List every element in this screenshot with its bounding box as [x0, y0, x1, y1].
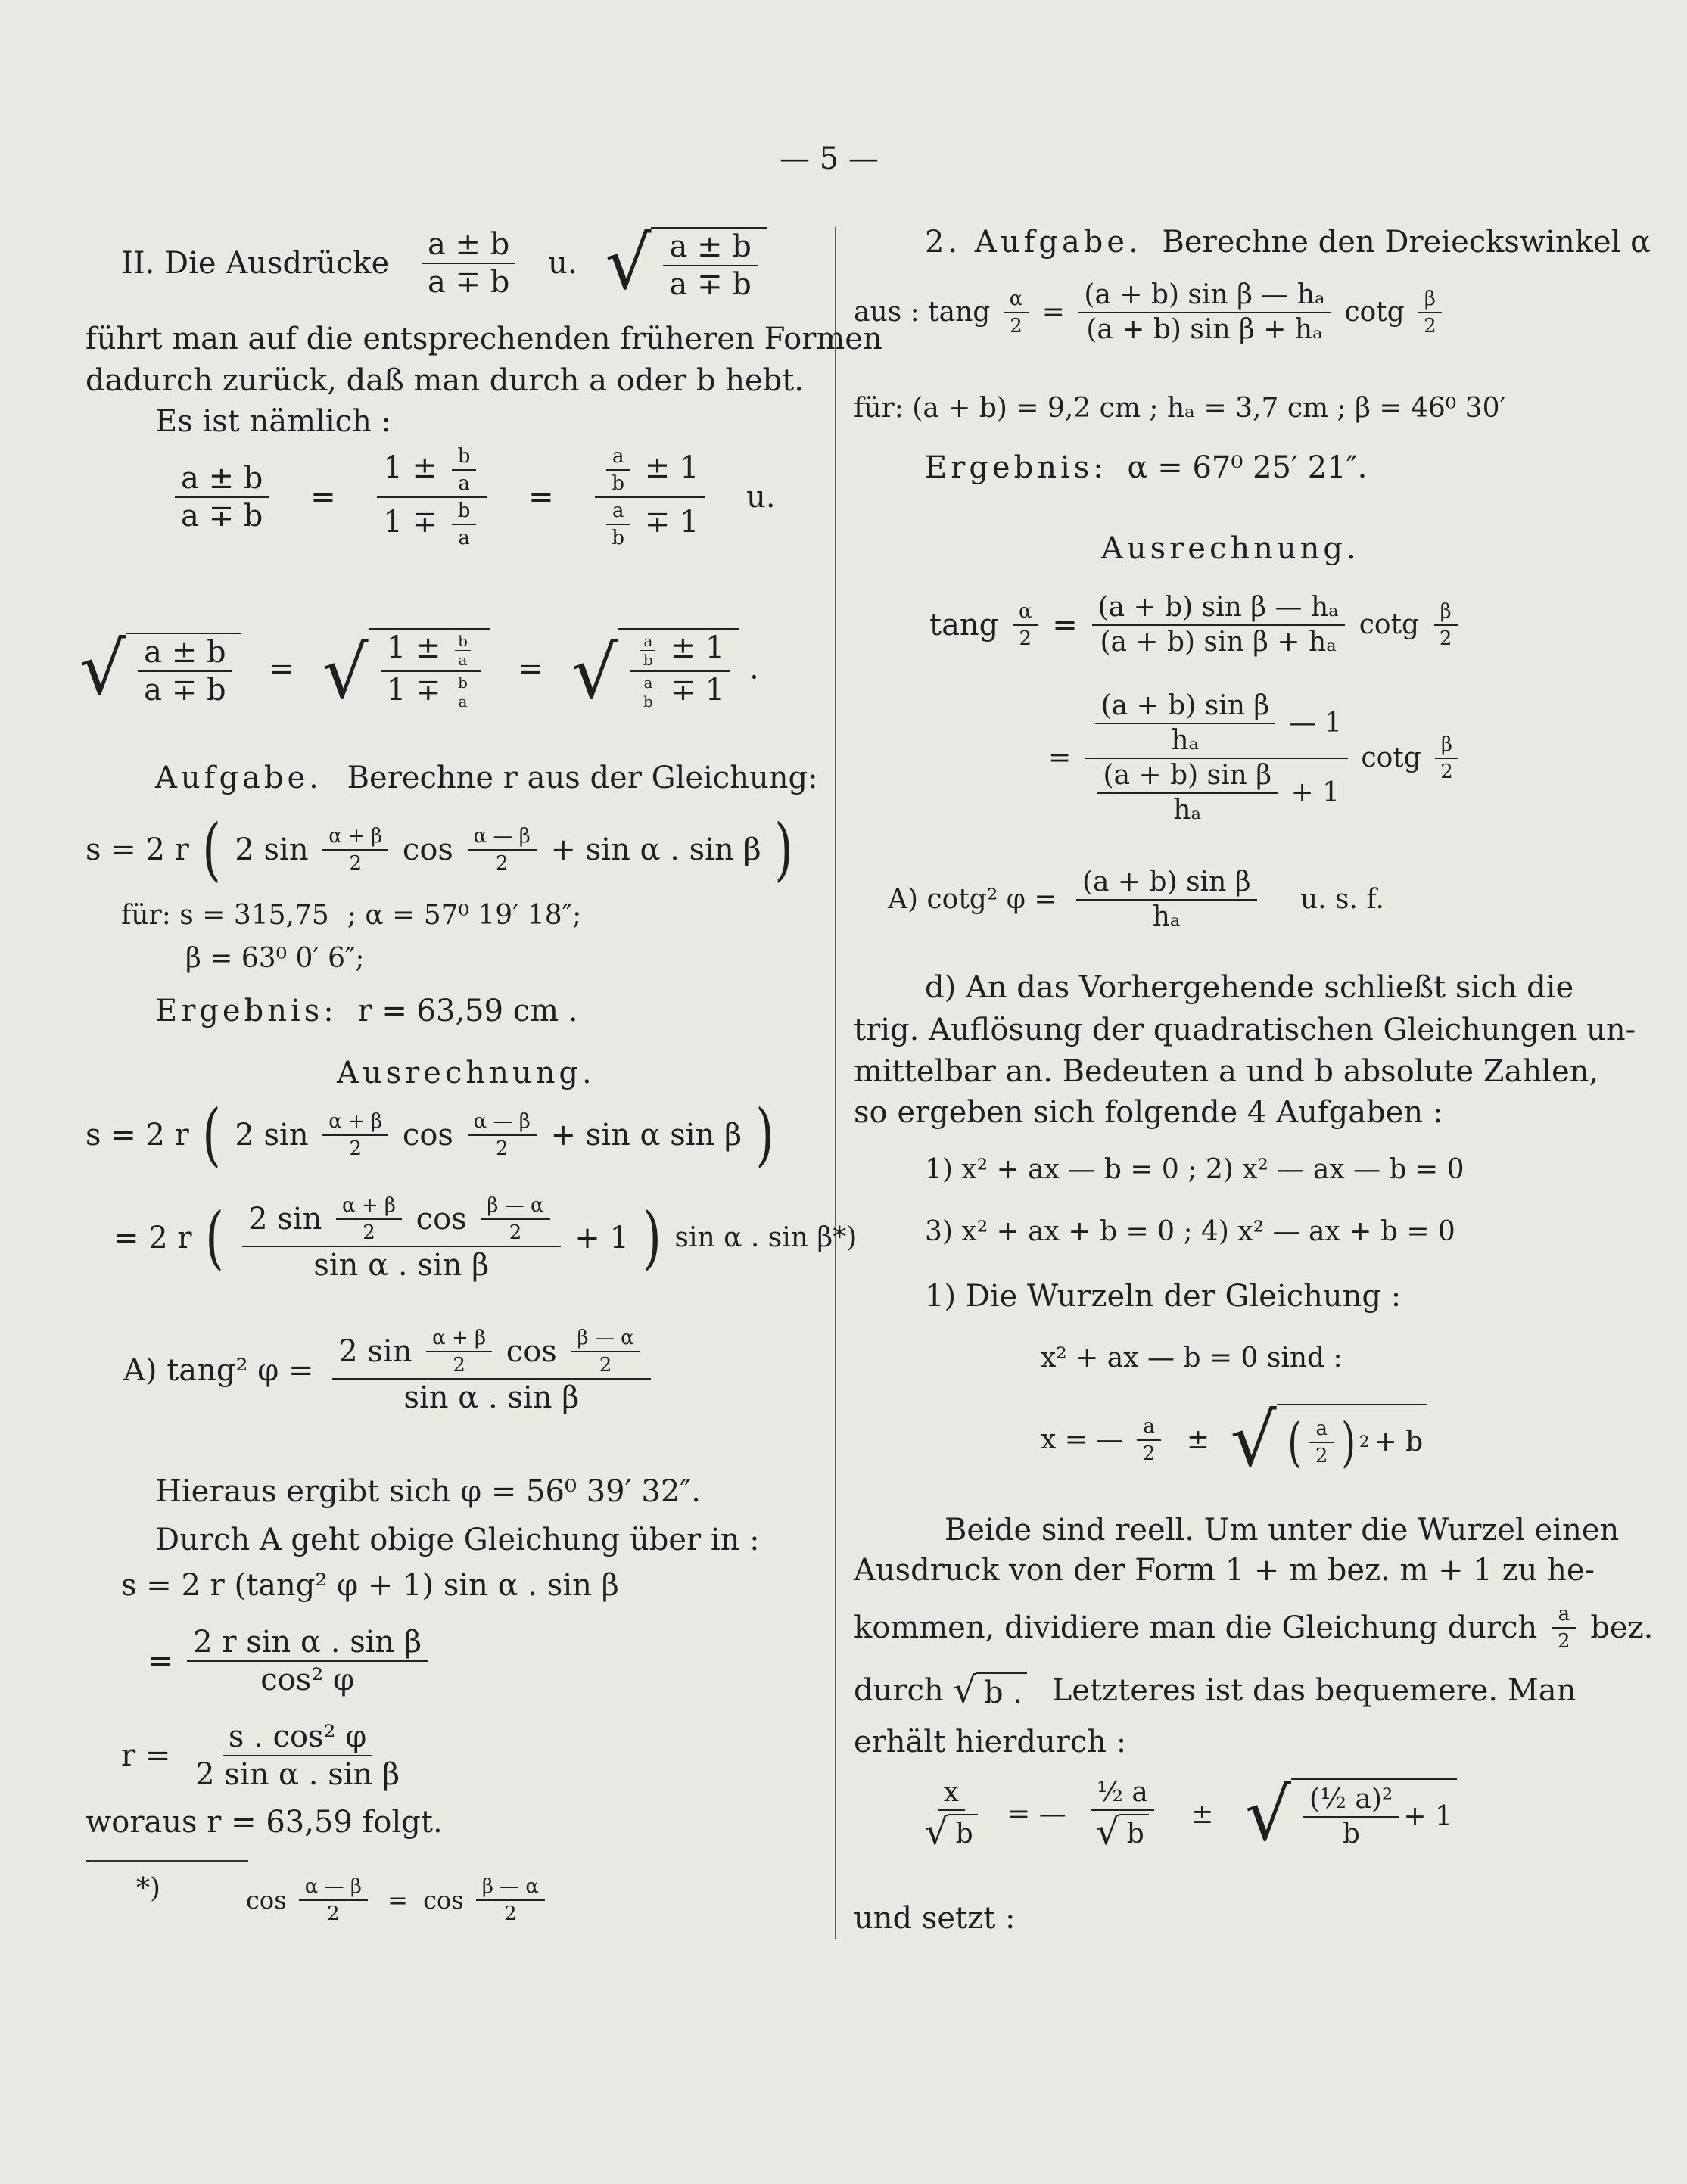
equation-r: r = $\frac{\text{s . cos² φ}}{\text{2 sin α . sin β}}$	[121, 1719, 400, 1792]
aufgabe-line	[155, 763, 818, 793]
aufgabe2-text: Berechne den Dreieckswinkel α	[1162, 225, 1651, 260]
durch-a-line: Durch A geht obige Gleichung über in :	[155, 1523, 760, 1557]
section-ii-heading	[121, 221, 767, 306]
beide-line-2: Ausdruck von der Form 1 + m bez. m + 1 zu he-	[854, 1553, 1595, 1588]
section-d-line-3: mittelbar an. Bedeuten a und b absolute Zahlen,	[854, 1054, 1599, 1089]
und-setzt-line: und setzt :	[854, 1901, 1016, 1936]
aufgabe2-label: 2. Aufgabe.	[925, 225, 1142, 260]
root-lhs: √ $\frac{a \pm b}{a \mp b}$	[79, 633, 241, 705]
equation-tang-1: tang $\frac{\alpha}{2}$ = $\frac{\text{(a + b) sin β — hₐ}}{\text{(a + b) sin β + hₐ}}$ cotg $\frac{\beta}{2}$	[929, 594, 1462, 656]
equation-expansion-1	[170, 446, 776, 548]
root-a-pm-b: √ $\frac{a \pm b}{a \mp b}$	[605, 227, 767, 300]
given-line-1: für: s = 315,75 ; α = 57⁰ 19′ 18″;	[121, 900, 582, 931]
footnote-mark: *)	[136, 1873, 161, 1904]
beide-line-4: durch √ b . Letzteres ist das bequemere. Man	[854, 1669, 1577, 1712]
ausrechnung-left: Ausrechnung.	[337, 1056, 596, 1090]
beide-line-1: Beide sind reell. Um unter die Wurzel einen	[945, 1513, 1620, 1548]
woraus-line: woraus r = 63,59 folgt.	[86, 1805, 443, 1840]
root-right: √ $\frac{a}{b}$ ± 1 $\frac{a}{b}$ ∓ 1	[571, 628, 739, 709]
equals-sign: =	[528, 480, 554, 515]
fraction-a-pm-b: $\frac{a \pm b}{a \mp b}$	[422, 229, 515, 297]
lhs-fraction: $\frac{a \pm b}{a \mp b}$	[175, 463, 269, 531]
ergebnis-left	[155, 996, 578, 1026]
root-middle: √ 1 ± $\frac{b}{a}$ 1 ∓ $\frac{b}{a}$	[322, 628, 490, 709]
equation-fraction-1: = $\frac{\text{2 r sin α . sin β}}{\text{cos² φ}}$	[148, 1627, 432, 1695]
quadratic-equation-main: x² + ax — b = 0 sind :	[1041, 1342, 1343, 1374]
ergebnis-right	[925, 450, 1368, 485]
and-word: u.	[548, 246, 577, 281]
beide-line-5: erhält hierdurch :	[854, 1725, 1127, 1759]
equation-a-tang: A) tang² φ = 2 sin $\frac{\alpha + \beta}{2}$ cos $\frac{\beta — \alpha}{2}$ sin α . sin β	[123, 1328, 655, 1413]
given-line-2: β = 63⁰ 0′ 6″;	[185, 943, 365, 974]
wurzeln-line: 1) Die Wurzeln der Gleichung :	[925, 1279, 1402, 1314]
quadratic-equations-1: 1) x² + ax — b = 0 ; 2) x² — ax — b = 0	[925, 1154, 1464, 1185]
equation-s-3: = 2 r ( 2 sin $\frac{\alpha + \beta}{2}$ cos $\frac{\beta — \alpha}{2}$ sin α . sin β + 1 ) sin α . sin β*)	[114, 1194, 858, 1283]
quadratic-equations-2: 3) x² + ax + b = 0 ; 4) x² — ax + b = 0	[925, 1216, 1455, 1247]
right-fraction: $\frac{a}{b}$ ± 1 $\frac{a}{b}$ ∓ 1	[595, 446, 705, 548]
equation-tang-2: = $\frac{\text{(a + b) sin β}}{\text{hₐ}}$ — 1 $\frac{\text{(a + b) sin β}}{\text{hₐ}}$ + 1 cotg $\frac{\beta}{2}$	[1048, 692, 1464, 824]
section-d-line-4: so ergeben sich folgende 4 Aufgaben :	[854, 1095, 1443, 1130]
section-d-line-1: d) An das Vorhergehende schließt sich die	[925, 970, 1574, 1005]
equation-s-1: s = 2 r ( 2 sin $\frac{\alpha + \beta}{2}$ cos $\frac{\alpha — \beta}{2}$ + sin α . sin β )	[86, 810, 794, 889]
beide-line-3: kommen, dividiere man die Gleichung durch $\frac{a}{2}$ bez.	[854, 1603, 1654, 1653]
equals-sign: =	[518, 651, 544, 686]
aufgabe2-line	[925, 225, 1651, 260]
footnote-rule	[86, 1860, 248, 1862]
ausrechnung-right: Ausrechnung.	[1101, 531, 1360, 566]
section-ii-label: II. Die Ausdrücke	[121, 246, 390, 281]
ergebnis-value: r = 63,59 cm .	[357, 994, 578, 1028]
intro-line-2: dadurch zurück, daß man durch a oder b hebt.	[86, 363, 805, 398]
divided-root-formula: x √ b = — ½ a √ b ± √ $\frac{\text{(½ a)²}}{b}$ + 1	[914, 1778, 1457, 1851]
equation-a-cotg: A) cotg² φ = $\frac{\text{(a + b) sin β}}{\text{hₐ}}$ u. s. f.	[888, 866, 1384, 932]
period: .	[749, 651, 759, 686]
aufgabe-label: Aufgabe.	[155, 761, 322, 795]
footnote-equation: cos $\frac{\alpha — \beta}{2}$ = cos $\frac{\beta — \alpha}{2}$	[246, 1877, 549, 1924]
ergebnis-label: Ergebnis:	[155, 994, 338, 1028]
equation-tang-given: aus : tang $\frac{\alpha}{2}$ = $\frac{\text{(a + b) sin β — hₐ}}{\text{(a + b) sin β + hₐ}}$ cotg $\frac{\beta}{2}$	[854, 282, 1447, 344]
ergebnis-value: α = 67⁰ 25′ 21″.	[1127, 450, 1368, 485]
equation-s-tang: s = 2 r (tang² φ + 1) sin α . sin β	[121, 1568, 619, 1603]
equation-s-2: s = 2 r ( 2 sin $\frac{\alpha + \beta}{2}$ cos $\frac{\alpha — \beta}{2}$ + sin α sin β )	[86, 1095, 774, 1174]
column-divider	[835, 227, 836, 1939]
and-word: u.	[746, 480, 776, 515]
middle-fraction: 1 ± $\frac{b}{a}$ 1 ∓ $\frac{b}{a}$	[377, 446, 487, 548]
hieraus-line: Hieraus ergibt sich φ = 56⁰ 39′ 32″.	[155, 1474, 701, 1509]
intro-line-1: führt man auf die entsprechenden früheren Formen	[86, 322, 882, 356]
intro-line-3: Es ist nämlich :	[155, 404, 392, 439]
aufgabe-text: Berechne r aus der Gleichung:	[347, 761, 818, 795]
equation-expansion-2	[79, 626, 759, 715]
equals-sign: =	[269, 651, 294, 686]
ergebnis-label: Ergebnis:	[925, 450, 1107, 485]
section-d-line-2: trig. Auflösung der quadratischen Gleichungen un-	[854, 1013, 1636, 1047]
equals-sign: =	[310, 480, 336, 515]
given-right: für: (a + b) = 9,2 cm ; hₐ = 3,7 cm ; β = 46⁰ 30′	[854, 393, 1506, 424]
page-number: — 5 —	[780, 142, 879, 176]
root-formula: x = — $\frac{a}{2}$ ± √ ( $\frac{a}{2}$ ) 2 + b	[1041, 1404, 1427, 1476]
